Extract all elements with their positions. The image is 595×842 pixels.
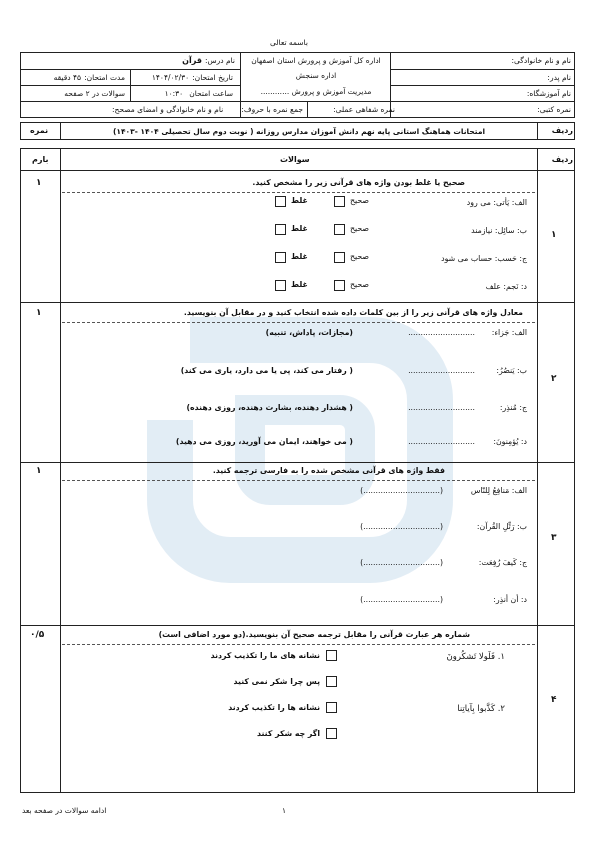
exam-page: باسمه تعالی نام و نام خانوادگی: نام پدر: نام آموزشگاه: نمره کتبی: نمره شفاهی عملی: جمع نمره با حروف: نام و نام خانوادگی و امضای مصحح: اداره کل آموزش و پرورش استان اصفهان اداره سنجش مدیریت آموزش و پرورش ............ نام درس: قرآن تاریخ امتحان: ۱۴۰۴/۰۲/۳۰ مدت امتحان: ۴۵ دقیقه ساعت امتحان ۱۰:۳۰ سوالات در ۲ صفحه ردیف نمره امتحانات هماهنگ استانی پایه نهم دانش آموزان مدارس روزانه ( نوبت دوم سال تحصیلی ۱۴۰۴ -۱۴۰۳) ردیف سوالات بارم ۱ ۱ صحیح یا غلط بودن واژه های قرآنی زیر را مشخص کنید. الف: یَأتی: می رود صحیح غلط ب: سائِل: نیازمند صحیح غلط ج: حَسب: حساب می شود صحیح غلط د: نَجم: علف صحیح غلط ۲ ۱ معادل واژه های قرآنی زیر را از بین کلمات داده شده انتخاب کنید و در مقابل آن بنویسید. الف: جَزاء: ........................... (مجازات، پاداش، تنبیه) ب: یَنصُرُ: ........................... ( رفتار می کند، پی یا می دارد، یاری می کند) ج: مُنذِر: ........................... ( هشدار دهنده، بشارت دهنده، روزی دهنده) د: یُؤمِنونَ: ........................... ( می خواهند، ایمان می آورید، روزی می دهید) ۳ ۱ فقط واژه های قرآنی مشخص شده را به فارسی ترجمه کنید. الف: مَنافِعُ لِلنّاس (...............................) ب: رَتِّلِ القُرآن: (...............................) ج: کَیفَ رُفِعَت: (...............................) د: أن أنذِر: (...............................) ۴ ۰/۵ شماره هر عبارت قرآنی را مقابل ترجمه صحیح آن بنویسید.(دو مورد اضافی است) ۱. فَلَولا تَشکُرونَ ۲. کَذَّبوا بِآیاتِنا نشانه های ما را تکذیب کردند پس چرا شکر نمی کنید نشانه ها را تکذیب کردند اگر چه شکر کنند ۱ ادامه سوالات در صفحه بعد xyxy=(22,38,573,815)
q3-points: ۱ xyxy=(36,466,42,476)
q1-d-wrong-checkbox[interactable] xyxy=(275,280,286,291)
q4-points: ۰/۵ xyxy=(30,630,45,640)
subject-value: قرآن xyxy=(182,56,202,65)
father-name-label: نام پدر: xyxy=(547,73,571,82)
q2-c-answer-blank[interactable]: ........................... xyxy=(408,403,475,412)
q4-title: شماره هر عبارت قرآنی را مقابل ترجمه صحیح آن بنویسید.(دو مورد اضافی است) xyxy=(158,630,470,639)
exam-time-field: ساعت امتحان ۱۰:۳۰ xyxy=(164,89,233,98)
q4-option-2-box[interactable] xyxy=(326,676,337,687)
q2-c-options: ( هشدار دهنده، بشارت دهنده، روزی دهنده) xyxy=(186,403,353,412)
q3-title: فقط واژه های قرآنی مشخص شده را به فارسی ترجمه کنید. xyxy=(212,466,445,475)
q3-b-answer-blank[interactable]: (...............................) xyxy=(360,522,443,531)
col-row-header: ردیف xyxy=(551,155,573,164)
q1-c-wrong-checkbox[interactable] xyxy=(275,252,286,263)
basmala: باسمه تعالی xyxy=(270,38,308,47)
q1-row-number: ۱ xyxy=(551,230,557,240)
q1-a-wrong-checkbox[interactable] xyxy=(275,196,286,207)
q4-phrase-1: ۱. فَلَولا تَشکُرونَ xyxy=(446,652,505,662)
q1-b-wrong-checkbox[interactable] xyxy=(275,224,286,235)
q1-title: صحیح یا غلط بودن واژه های قرآنی زیر را مشخص کنید. xyxy=(252,178,465,187)
title-score-label: نمره xyxy=(30,126,49,135)
continue-note: ادامه سوالات در صفحه بعد xyxy=(22,806,107,815)
q1-c-wrong-label: غلط xyxy=(291,252,308,261)
q1-points: ۱ xyxy=(36,178,42,188)
q3-d-answer-blank[interactable]: (...............................) xyxy=(360,595,443,604)
org-line-1: اداره کل آموزش و پرورش استان اصفهان xyxy=(251,56,381,65)
q2-b-options: ( رفتار می کند، پی یا می دارد، یاری می کند) xyxy=(180,366,353,375)
q2-d-options: ( می خواهند، ایمان می آورید، روزی می دهید) xyxy=(175,437,353,446)
q4-option-4-box[interactable] xyxy=(326,728,337,739)
exam-date-field: تاریخ امتحان: ۱۴۰۴/۰۲/۳۰ xyxy=(151,73,233,82)
q2-a-options: (مجازات، پاداش، تنبیه) xyxy=(265,328,353,337)
q4-option-3-box[interactable] xyxy=(326,702,337,713)
org-line-2: اداره سنجش xyxy=(295,71,337,80)
q1-d-correct-checkbox[interactable] xyxy=(334,280,345,291)
exam-title: امتحانات هماهنگ استانی پایه نهم دانش آموزان مدارس روزانه ( نوبت دوم سال تحصیلی ۱۴۰۴ -۱۴۰۳) xyxy=(112,127,486,136)
page-number: ۱ xyxy=(282,806,287,815)
col-questions-header: سوالات xyxy=(280,155,310,164)
subject-field: نام درس: قرآن xyxy=(182,56,235,65)
q1-b-wrong-label: غلط xyxy=(291,224,308,233)
q1-d-correct-label: صحیح xyxy=(350,280,370,289)
q2-b-answer-blank[interactable]: ........................... xyxy=(408,366,475,375)
teacher-sign-label: نام و نام خانوادگی و امضای مصحح: xyxy=(112,105,224,114)
pages-count: سوالات در ۲ صفحه xyxy=(64,89,125,98)
q1-c-correct-checkbox[interactable] xyxy=(334,252,345,263)
q1-b-correct-checkbox[interactable] xyxy=(334,224,345,235)
q2-a-answer-blank[interactable]: ........................... xyxy=(408,328,475,337)
title-row-label: ردیف xyxy=(551,126,573,135)
q3-row-number: ۳ xyxy=(551,533,557,543)
q2-points: ۱ xyxy=(36,308,42,318)
q1-b-correct-label: صحیح xyxy=(350,224,370,233)
q1-a-correct-checkbox[interactable] xyxy=(334,196,345,207)
exam-date-value: ۱۴۰۴/۰۲/۳۰ xyxy=(151,73,190,82)
oral-score-label: نمره شفاهی عملی: xyxy=(333,105,395,114)
q2-d-answer-blank[interactable]: ........................... xyxy=(408,437,475,446)
q2-row-number: ۲ xyxy=(551,374,557,384)
org-line-3: مدیریت آموزش و پرورش ............ xyxy=(260,87,372,96)
q3-c-answer-blank[interactable]: (...............................) xyxy=(360,558,443,567)
written-score-label: نمره کتبی: xyxy=(537,105,571,114)
school-name-label: نام آموزشگاه: xyxy=(526,89,571,98)
q4-phrase-2: ۲. کَذَّبوا بِآیاتِنا xyxy=(457,704,505,714)
q1-a-wrong-label: غلط xyxy=(291,196,308,205)
exam-duration-value: ۴۵ دقیقه xyxy=(53,73,82,82)
total-score-label: جمع نمره با حروف: xyxy=(241,105,303,114)
q1-c-correct-label: صحیح xyxy=(350,252,370,261)
exam-duration-field: مدت امتحان: ۴۵ دقیقه xyxy=(53,73,125,82)
q3-a-answer-blank[interactable]: (...............................) xyxy=(360,486,443,495)
q1-a-correct-label: صحیح xyxy=(350,196,370,205)
student-name-label: نام و نام خانوادگی: xyxy=(511,56,571,65)
exam-time-value: ۱۰:۳۰ xyxy=(164,89,184,98)
q4-row-number: ۴ xyxy=(551,695,557,705)
col-points-header: بارم xyxy=(32,155,49,164)
q4-option-1-box[interactable] xyxy=(326,650,337,661)
q2-title: معادل واژه های قرآنی زیر را از بین کلمات داده شده انتخاب کنید و در مقابل آن بنویسید. xyxy=(183,308,523,317)
q1-d-wrong-label: غلط xyxy=(291,280,308,289)
